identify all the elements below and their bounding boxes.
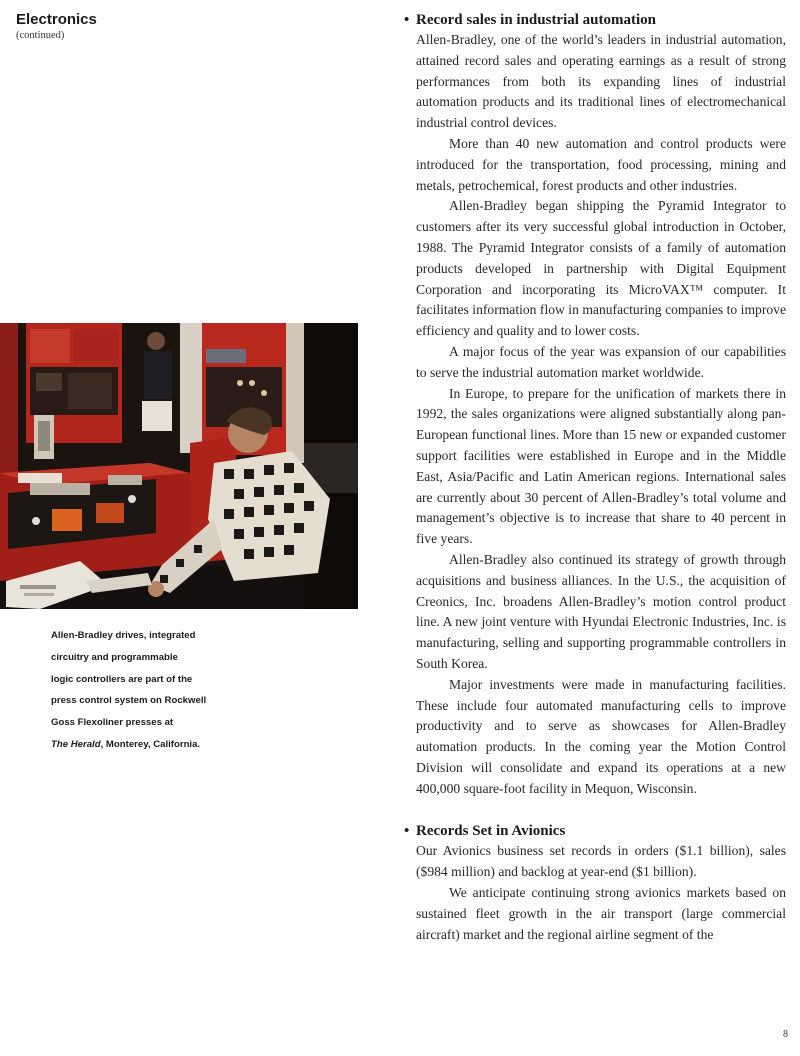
caption-line: press control system on Rockwell [51, 695, 207, 707]
paragraph: A major focus of the year was expansion of our capabilities to serve the industrial automation market worldwide. [416, 343, 786, 380]
section-heading: • Record sales in industrial automation [404, 12, 657, 28]
heading-text: Records Set in Avionics [416, 823, 566, 840]
section-heading: • Records Set in Avionics [404, 823, 566, 840]
paragraph: Allen-Bradley, one of the world’s leaders in industrial automation, attained record sales and operating earnings as a result of strong performances from both its expanding lines of industrial automation products and its traditional lines of electromechanical industrial control devices. [416, 32, 786, 131]
caption-line: Goss Flexoliner presses at [51, 717, 174, 729]
caption-line [51, 734, 241, 756]
paragraph: Our Avionics business set records in orders ($1.1 billion), sales ($984 million) and backlog at year-end ($1 billion). [416, 843, 786, 880]
caption-line: logic controllers are part of the [51, 673, 193, 685]
paragraph: Allen-Bradley also continued its strategy of growth through acquisitions and business alliances. In the U.S., the acquisition of Creonics, Inc. broadens Allen-Bradley’s motion control product line. A new joint venture with Hyundai Electronic Industries, Inc. is manufacturing, selling and supporting programmable controllers in South Korea. [416, 551, 786, 671]
paragraph: More than 40 new automation and control products were introduced for the transportation, food processing, mining and metals, petrochemical, forest products and other industries. [416, 135, 786, 193]
paragraph: We anticipate continuing strong avionics markets based on sustained fleet growth in the air transport (large commercial aircraft) market and the regional airline segment of the [416, 885, 786, 942]
paragraph: Major investments were made in manufacturing facilities. These include four automated manufacturing cells to improve productivity and to serve as showcases for Allen-Bradley automation products. In the coming year the Motion Control Division will consolidate and expand its operations at a new 400,000 square-foot facility in Mequon, Wisconsin. [416, 676, 786, 796]
press-control-illustration [0, 323, 358, 609]
caption-publication: The Herald [51, 738, 101, 750]
heading-text: Record sales in industrial automation [416, 12, 657, 28]
photo-press-control-room [0, 323, 358, 609]
section-subtitle: (continued) [16, 30, 65, 41]
caption-line: circuitry and programmable [51, 651, 178, 663]
page-number: 8 [783, 1029, 788, 1040]
paragraph: In Europe, to prepare for the unification of markets there in 1992, the sales organizations were aligned substantially along pan-European functional lines. More than 15 new or expanded customer support facilities were established in Europe and in the Middle East, Asia/Pacific and Latin American regions. International sales are currently about 30 percent of Allen-Bradley’s total volume and management’s objective is to increase that share to 40 percent in five years. [416, 385, 786, 547]
article-column [404, 10, 786, 945]
section-body [404, 30, 786, 799]
section-label: Electronics [16, 11, 97, 28]
paragraph: Allen-Bradley began shipping the Pyramid Integrator to customers after its very successful global introduction in October, 1988. The Pyramid Integrator consists of a family of automation products developed in partnership with Digital Equipment Corporation and incorporating its MicroVAX™ computer. It facilitates information flow in manufacturing companies to improve efficiency and quality and to lower costs. [416, 198, 786, 339]
caption-location: , Monterey, California. [100, 738, 201, 750]
caption-line: Allen-Bradley drives, integrated [51, 630, 196, 641]
photo-caption [51, 625, 241, 756]
section-body [404, 841, 786, 945]
